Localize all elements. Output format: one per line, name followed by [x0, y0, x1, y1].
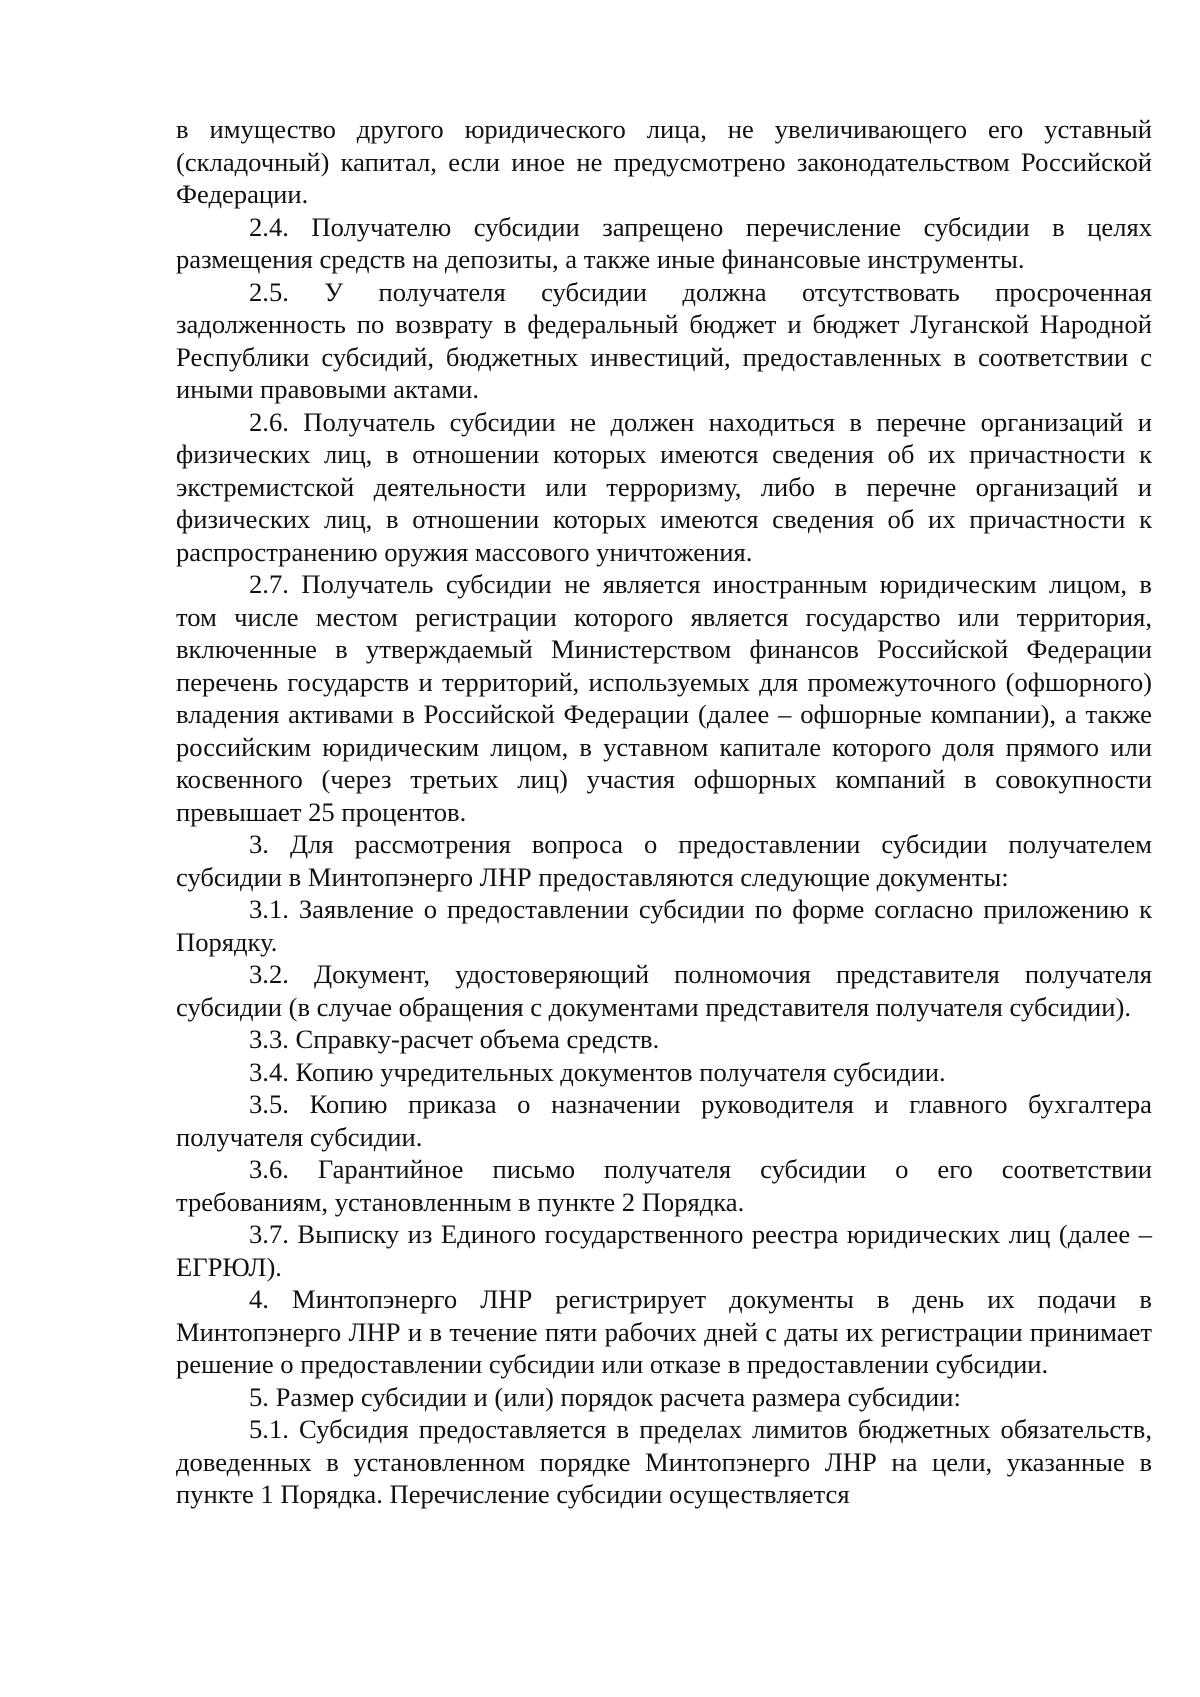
paragraph-5: 5. Размер субсидии и (или) порядок расчета размера субсидии: [249, 1381, 961, 1412]
paragraph-2-7: 2.7. Получатель субсидии не является иностранным юридическим лицом, в том числе местом регистрации которого является государство или территория, включенные в утверждаемый Министерством финансов Российской Федерации перечень государств и территорий, используемых для промежуточного (офшорного) владения активами в Российской Федерации (далее – офшорные компании), а также российским юридическим лицом, в уставном капитале которого доля прямого или косвенного (через третьих лиц) участия офшорных компаний в совокупности превышает 25 процентов. [176, 569, 1152, 827]
paragraph-3-2: 3.2. Документ, удостоверяющий полномочия представителя получателя субсидии (в случае обращения с документами представителя получателя субсидии). [176, 959, 1152, 1022]
paragraph-3-4: 3.4. Копию учредительных документов получателя субсидии. [249, 1056, 946, 1087]
paragraph-3-6: 3.6. Гарантийное письмо получателя субсидии о его соответствии требованиям, установленным в пункте 2 Порядка. [176, 1154, 1152, 1217]
paragraph-2-6: 2.6. Получатель субсидии не должен находиться в перечне организаций и физических лиц, в отношении которых имеются сведения об их причастности к экстремистской деятельности или терроризму, либо в перечне организаций и физических лиц, в отношении которых имеются сведения об их причастности к распространению оружия массового уничтожения. [176, 406, 1152, 567]
paragraph-5-1: 5.1. Субсидия предоставляется в пределах лимитов бюджетных обязательств, доведенных в установленном порядке Минтопэнерго ЛНР на цели, указанные в пункте 1 Порядка. Перечисление субсидии осуществляется [176, 1414, 1152, 1509]
paragraph-3-3: 3.3. Справку-расчет объема средств. [249, 1024, 660, 1054]
paragraph-2-3-continuation: в имущество другого юридического лица, не увеличивающего его уставный (складочный) капитал, если иное не предусмотрено законодательством Российской Федерации. [176, 114, 1152, 209]
paragraph-3-5: 3.5. Копию приказа о назначении руководителя и главного бухгалтера получателя субсидии. [176, 1089, 1152, 1152]
document-page [176, 113, 1152, 1511]
paragraph-4: 4. Минтопэнерго ЛНР регистрирует документы в день их подачи в Минтопэнерго ЛНР и в течение пяти рабочих дней с даты их регистрации принимает решение о предоставлении субсидии или отказе в предоставлении субсидии. [176, 1284, 1152, 1379]
paragraph-2-4: 2.4. Получателю субсидии запрещено перечисление субсидии в целях размещения средств на депозиты, а также иные финансовые инструменты. [176, 211, 1152, 274]
paragraph-3-7: 3.7. Выписку из Единого государственного реестра юридических лиц (далее – ЕГРЮЛ). [176, 1219, 1152, 1282]
paragraph-3-1: 3.1. Заявление о предоставлении субсидии по форме согласно приложению к Порядку. [176, 894, 1152, 957]
paragraph-2-5: 2.5. У получателя субсидии должна отсутствовать просроченная задолженность по возврату в федеральный бюджет и бюджет Луганской Народной Республики субсидий, бюджетных инвестиций, предоставленных в соответствии с иными правовыми актами. [176, 276, 1152, 404]
paragraph-3: 3. Для рассмотрения вопроса о предоставлении субсидии получателем субсидии в Минтопэнерго ЛНР предоставляются следующие документы: [176, 829, 1152, 892]
